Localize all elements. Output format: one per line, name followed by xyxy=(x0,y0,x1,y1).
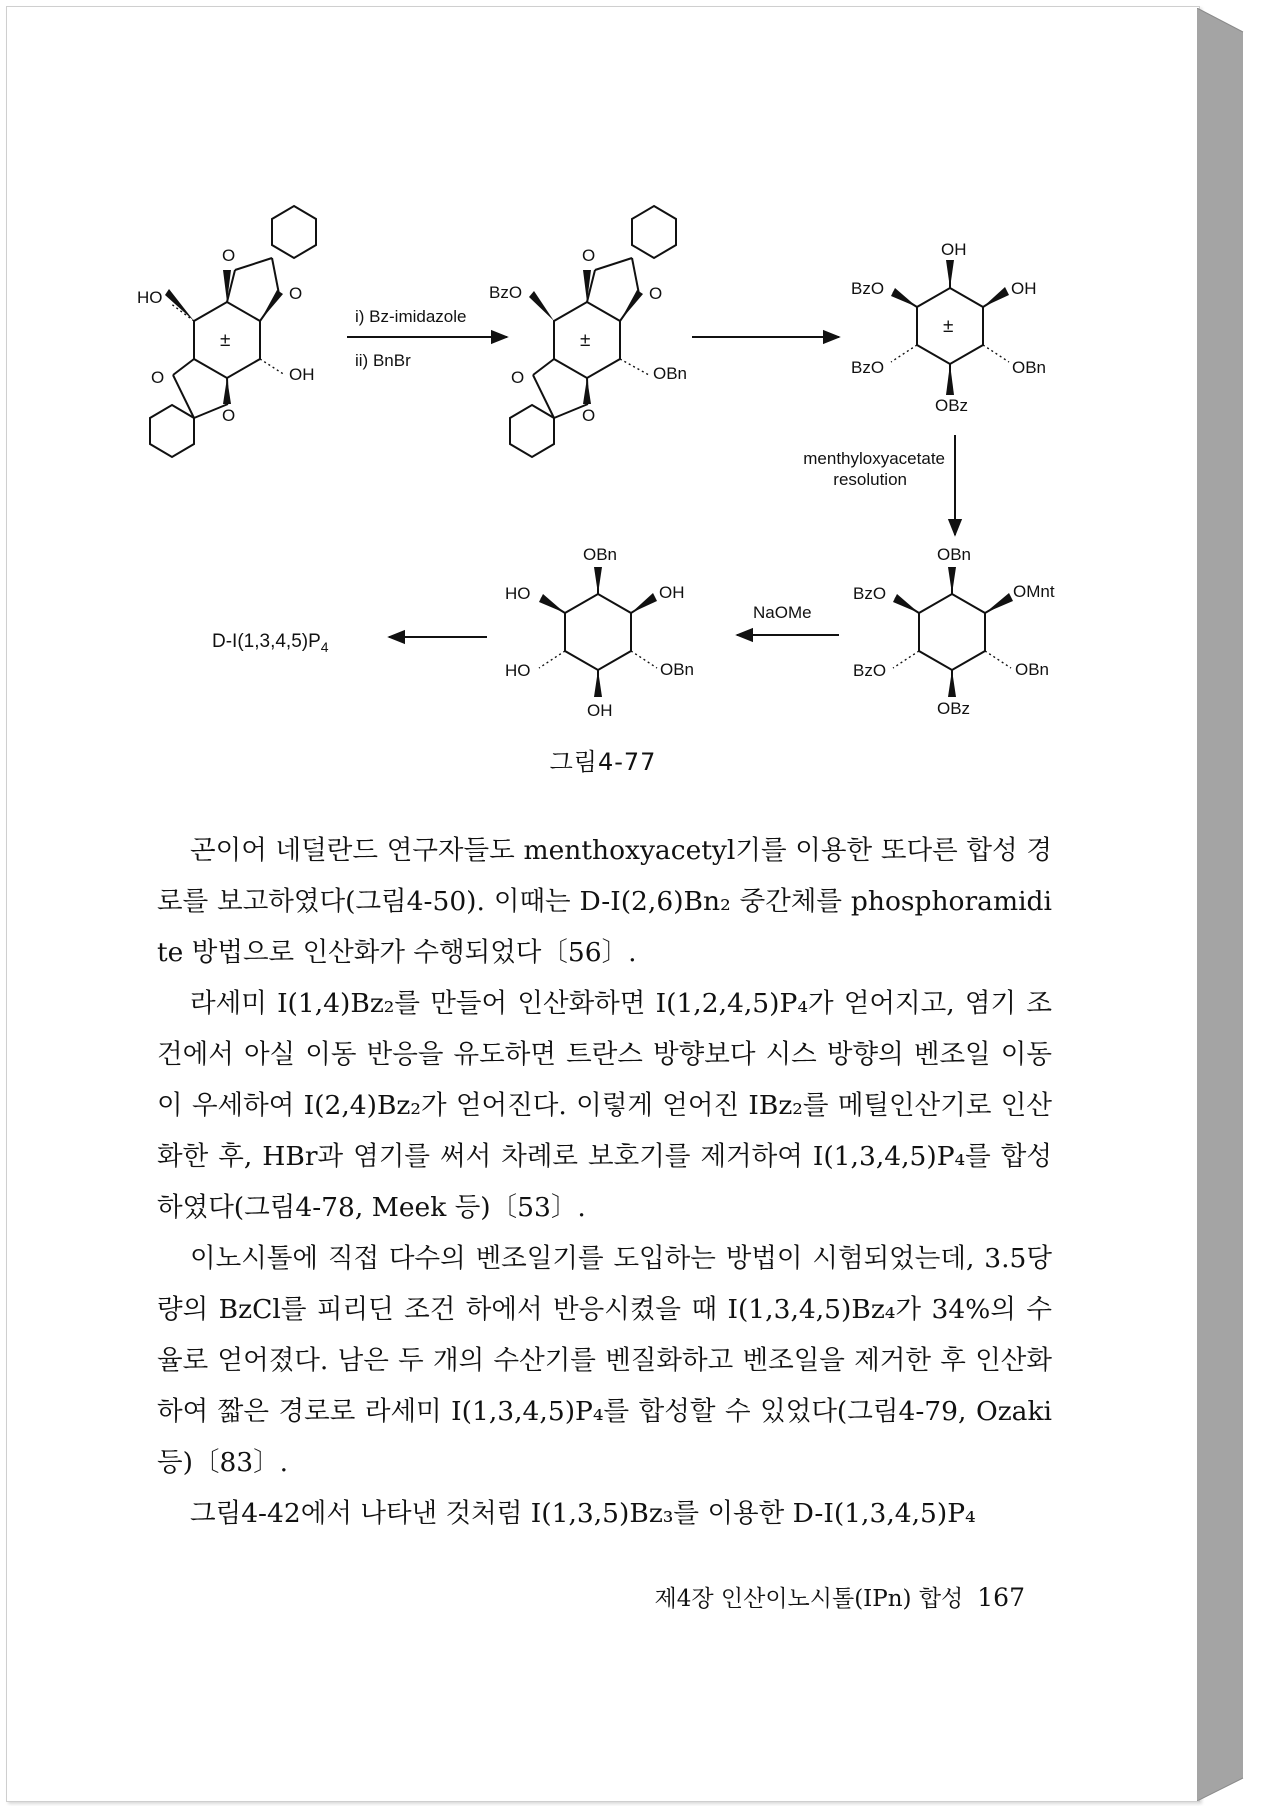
paragraph-1: 곤이어 네덜란드 연구자들도 menthoxyacetyl기를 이용한 또다른 합성 경로를 보고하였다(그림4-50). 이때는 D-I(2,6)Bn₂ 중간체를 phosphoramidite 방법으로 인산화가 수행되었다〔56〕. xyxy=(157,835,1052,968)
compound-5-label-oh-bottom: OH xyxy=(587,701,613,720)
compound-5-label-ho-bottom: HO xyxy=(505,661,531,680)
compound-3-label-obz: OBz xyxy=(935,396,969,415)
chapter-title: 제4장 인산이노시톨(IPn) 합성 xyxy=(654,1586,964,1612)
paragraph-3: 이노시톨에 직접 다수의 벤조일기를 도입하는 방법이 시험되었는데, 3.5당량의 BzCl를 피리딘 조건 하에서 반응시켰을 때 I(1,3,4,5)Bz₄가 34%의 수율로 얻어졌다. 남은 두 개의 수산기를 벤질화하고 벤조일을 제거한 후 인산화하여 짧은 경로로 라세미 I(1,3,4,5)P₄를 합성할 수 있었다(그림4-79, Ozaki 등)〔83〕. xyxy=(157,1243,1052,1478)
compound-5-label-obn-right: OBn xyxy=(660,660,695,679)
compound-3-label-bzo-bottom: BzO xyxy=(851,358,885,377)
step-4-reagent: NaOMe xyxy=(753,603,812,622)
figure-caption: 그림4-77 xyxy=(549,748,657,776)
compound-4-label-obn-right: OBn xyxy=(1015,660,1050,679)
page-footer xyxy=(7,1580,1025,1613)
compound-1-label-o3: O xyxy=(151,368,165,387)
compound-2-label-obn: OBn xyxy=(653,364,688,383)
compound-2-label-bzo: BzO xyxy=(489,283,523,302)
compound-4-label-obz: OBz xyxy=(937,699,971,718)
compound-4-label-obn-top: OBn xyxy=(937,545,972,564)
compound-3-label-oh-top: OH xyxy=(941,240,967,259)
step-1-reagent-2: ii) BnBr xyxy=(355,351,411,370)
paragraph-4: 그림4-42에서 나타낸 것처럼 I(1,3,5)Bz₃를 이용한 D-I(1,3,4,5)P₄ xyxy=(190,1498,976,1529)
compound-2-label-o1: O xyxy=(582,246,596,265)
compound-4-label-bzo-top: BzO xyxy=(853,584,887,603)
book-page xyxy=(6,6,1200,1802)
reaction-scheme xyxy=(7,7,1199,747)
compound-4-label-bzo-bottom: BzO xyxy=(853,661,887,680)
compound-3-label-oh-right: OH xyxy=(1011,279,1037,298)
compound-1-label-pm: ± xyxy=(220,330,231,351)
step-1-reagent-1: i) Bz-imidazole xyxy=(355,307,467,326)
book-spine xyxy=(1197,8,1247,1801)
compound-1-label-oh: OH xyxy=(289,365,315,384)
compound-3-label-bzo-top: BzO xyxy=(851,279,885,298)
compound-1-label-ho: HO xyxy=(137,288,163,307)
step-3-reagent-2: resolution xyxy=(833,470,907,489)
compound-1-label-o2: O xyxy=(289,284,303,303)
compound-5-label-ho-top: HO xyxy=(505,584,531,603)
compound-4-label-omnt: OMnt xyxy=(1013,582,1055,601)
compound-5-label-obn-top: OBn xyxy=(583,545,618,564)
compound-3-label-obn: OBn xyxy=(1012,358,1047,377)
compound-1-label-o1: O xyxy=(222,246,236,265)
compound-2-label-o2: O xyxy=(649,284,663,303)
compound-2-label-pm: ± xyxy=(580,330,591,351)
compound-5-label-oh-right: OH xyxy=(659,583,685,602)
page-number: 167 xyxy=(977,1583,1025,1612)
compound-3-label-pm: ± xyxy=(943,316,954,337)
compound-1-label-o4: O xyxy=(222,406,236,425)
body-text xyxy=(157,825,1052,1539)
final-product-label: $D-I(1,3,4,5)P_4$ xyxy=(212,631,329,655)
compound-2-label-o4: O xyxy=(582,406,596,425)
compound-2-label-o3: O xyxy=(511,368,525,387)
paragraph-2: 라세미 I(1,4)Bz₂를 만들어 인산화하면 I(1,2,4,5)P₄가 얻어지고, 염기 조건에서 아실 이동 반응을 유도하면 트란스 방향보다 시스 방향의 벤조일 이동이 우세하여 I(2,4)Bz₂가 얻어진다. 이렇게 얻어진 IBz₂를 메틸인산기로 인산화한 후, HBr과 염기를 써서 차례로 보호기를 제거하여 I(1,3,4,5)P₄를 합성하였다(그림4-78, Meek 등)〔53〕. xyxy=(157,988,1052,1223)
step-3-reagent-1: menthyloxyacetate xyxy=(803,449,945,468)
